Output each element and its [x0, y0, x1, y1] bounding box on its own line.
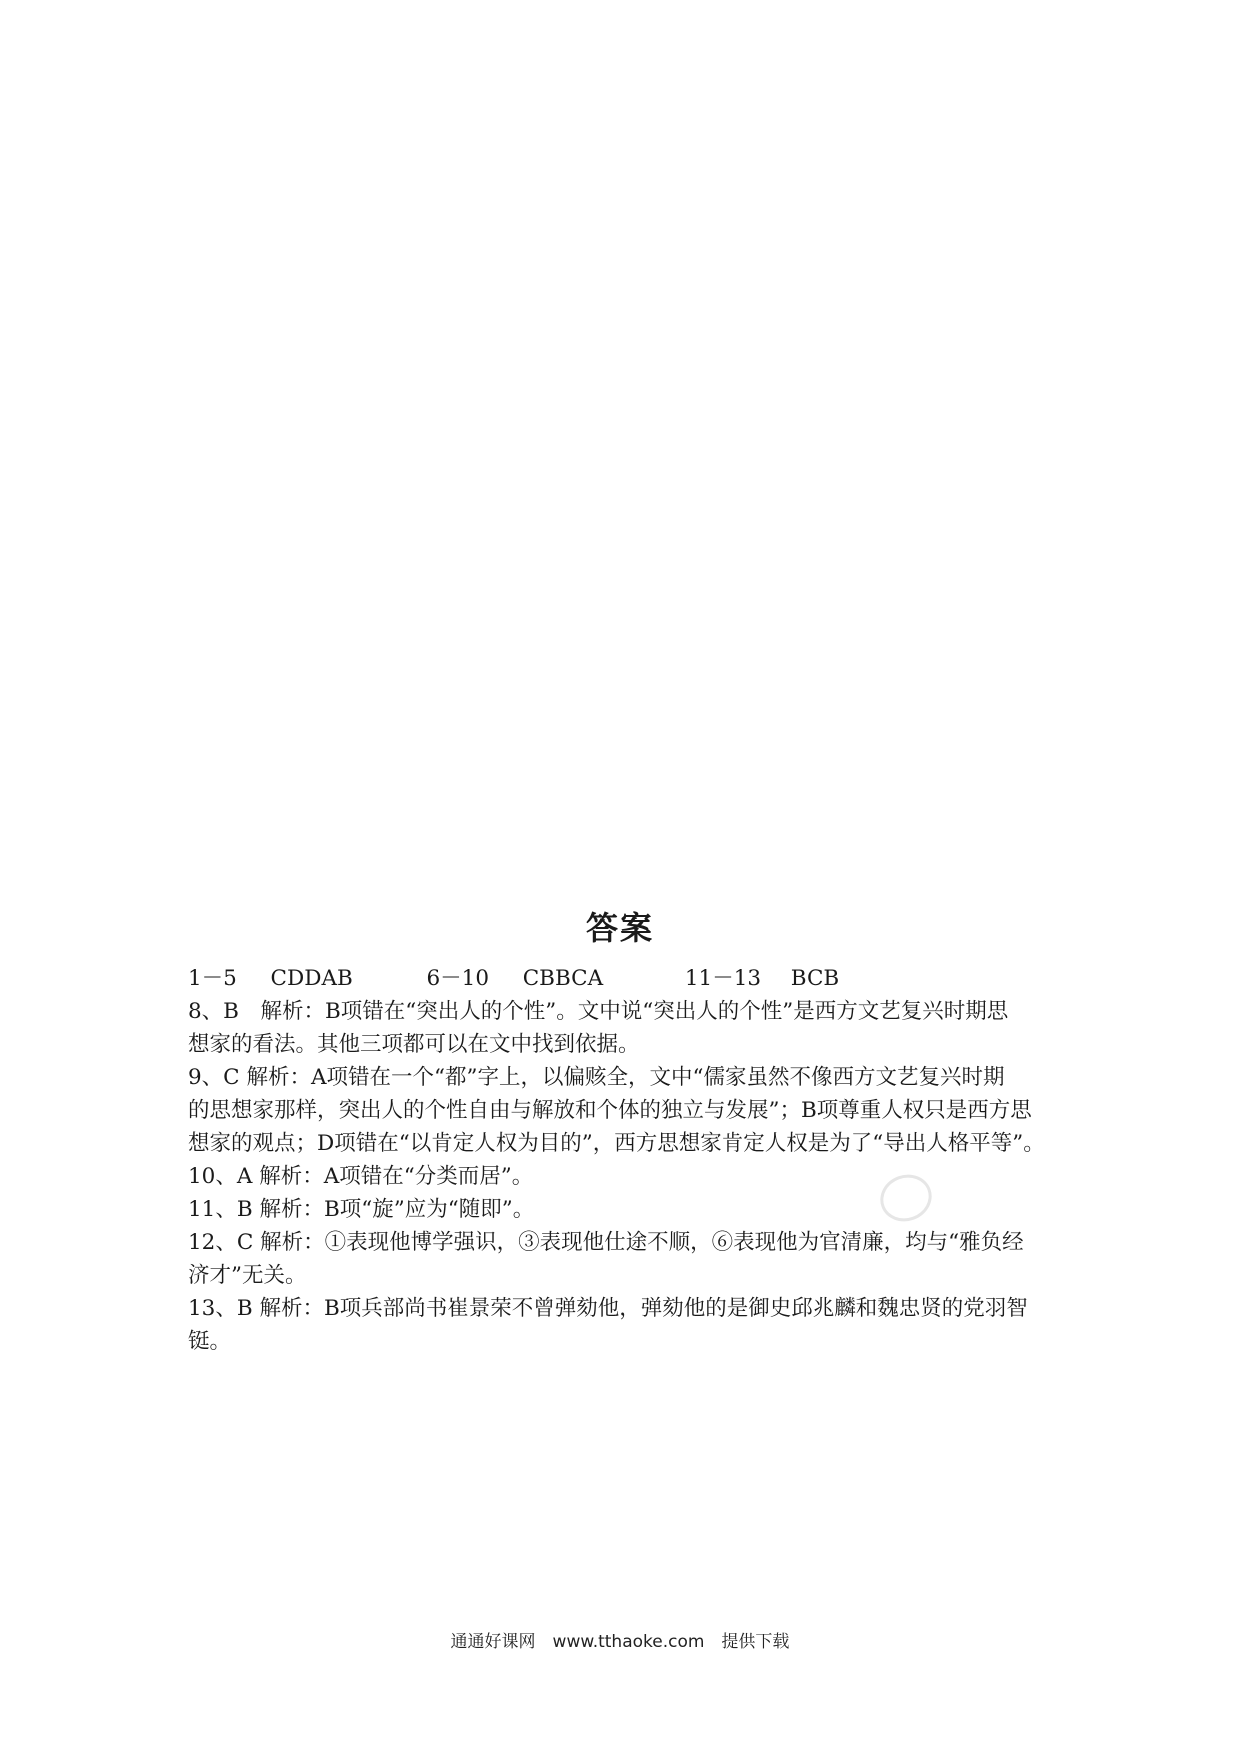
answer-key-row: [188, 962, 1076, 995]
answer-key-group2-value: CBBCA: [522, 966, 604, 991]
explanation-line: 想家的看法。其他三项都可以在文中找到依据。: [188, 1032, 640, 1057]
explanation-line: 11、B 解析：B项“旋”应为“随即”。: [188, 1197, 535, 1222]
explanation-line: 铤。: [188, 1329, 232, 1354]
answer-key-group2-label: 6－10: [426, 966, 490, 991]
explanation-line: 济才”无关。: [188, 1263, 307, 1288]
answer-key-group3-label: 11－13: [684, 966, 762, 991]
explanation-line: 8、B 解析：B项错在“突出人的个性”。文中说“突出人的个性”是西方文艺复兴时期思: [188, 999, 1009, 1024]
explanation-line: 9、C 解析：A项错在一个“都”字上，以偏赅全，文中“儒家虽然不像西方文艺复兴时期: [188, 1065, 1005, 1090]
answer-content: [188, 962, 1076, 1358]
explanation-line: 10、A 解析：A项错在“分类而居”。: [188, 1164, 534, 1189]
footer-source: 通通好课网 www.tthaoke.com 提供下载: [450, 1632, 790, 1652]
explanation-line: 13、B 解析：B项兵部尚书崔景荣不曾弹劾他，弹劾他的是御史邱兆麟和魏忠贤的党羽智: [188, 1296, 1028, 1321]
page-title: 答案: [585, 909, 654, 947]
answer-key-group1-label: 1－5: [188, 966, 237, 991]
explanation-line: 想家的观点；D项错在“以肯定人权为目的”，西方思想家肯定人权是为了“导出人格平等”。: [188, 1131, 1045, 1156]
explanation-line: 12、C 解析：①表现他博学强识，③表现他仕途不顺，⑥表现他为官清廉，均与“雅负经: [188, 1230, 1024, 1255]
answer-key-group1-value: CDDAB: [270, 966, 353, 991]
explanation-line: 的思想家那样，突出人的个性自由与解放和个体的独立与发展”；B项尊重人权只是西方思: [188, 1098, 1032, 1123]
answer-key-group3-value: BCB: [790, 966, 840, 991]
